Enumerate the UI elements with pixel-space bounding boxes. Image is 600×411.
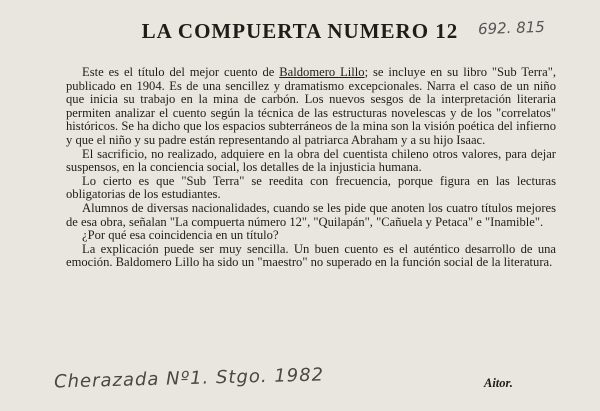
article-title: LA COMPUERTA NUMERO 12	[141, 19, 459, 43]
author-name-underlined: Baldomero Lillo	[279, 65, 365, 79]
paragraph-6: La explicación puede ser muy sencilla. Un buen cuento es el auténtico desarrollo de una emoción. Baldomero Lillo ha sido un "maestro" no superado en la función social de la literatura.	[66, 241, 556, 270]
article-author: Aitor.	[484, 376, 513, 390]
paragraph-1	[66, 66, 556, 148]
handwritten-source-note: Cherazada Nº1. Stgo. 1982	[53, 364, 325, 393]
paragraph-2: El sacrificio, no realizado, adquiere en la obra del cuentista chileno otros valores, para dejar suspensos, en la conciencia social, los detalles de la injusticia humana.	[66, 146, 556, 175]
paragraph-4: Alumnos de diversas nacionalidades, cuando se les pide que anoten los cuatro títulos mejores de esa obra, señalan "La compuerta número 12", "Quilapán", "Cañuela y Petaca" e "Inamible".	[66, 200, 556, 229]
paragraph-1-rest: ; se incluye en su libro "Sub Terra", publicado en 1904. Es de una sencillez y dramatismo excepcionales. Narra el caso de un niño que inicia su trabajo en la mina de carbón. Los nuevos sesgos de la interpretación literaria permiten analizar el cuento según la técnica de las estructuras novelescas y de los "correlatos" históricos. Se ha dicho que los espacios subterráneos de la mina son la visión poética del infierno y que el niño y su padre están representando al patriarca Abraham y a su hijo Isaac.	[66, 65, 556, 147]
handwritten-catalog-number: 692. 815	[477, 17, 546, 39]
article-body	[66, 66, 556, 270]
paragraph-5: ¿Por qué esa coincidencia en un título?	[82, 228, 279, 243]
paragraph-3: Lo cierto es que "Sub Terra" se reedita con frecuencia, porque figura en las lecturas obligatorias de los estudiantes.	[66, 173, 556, 202]
paragraph-1-start: Este es el título del mejor cuento de	[82, 65, 280, 79]
